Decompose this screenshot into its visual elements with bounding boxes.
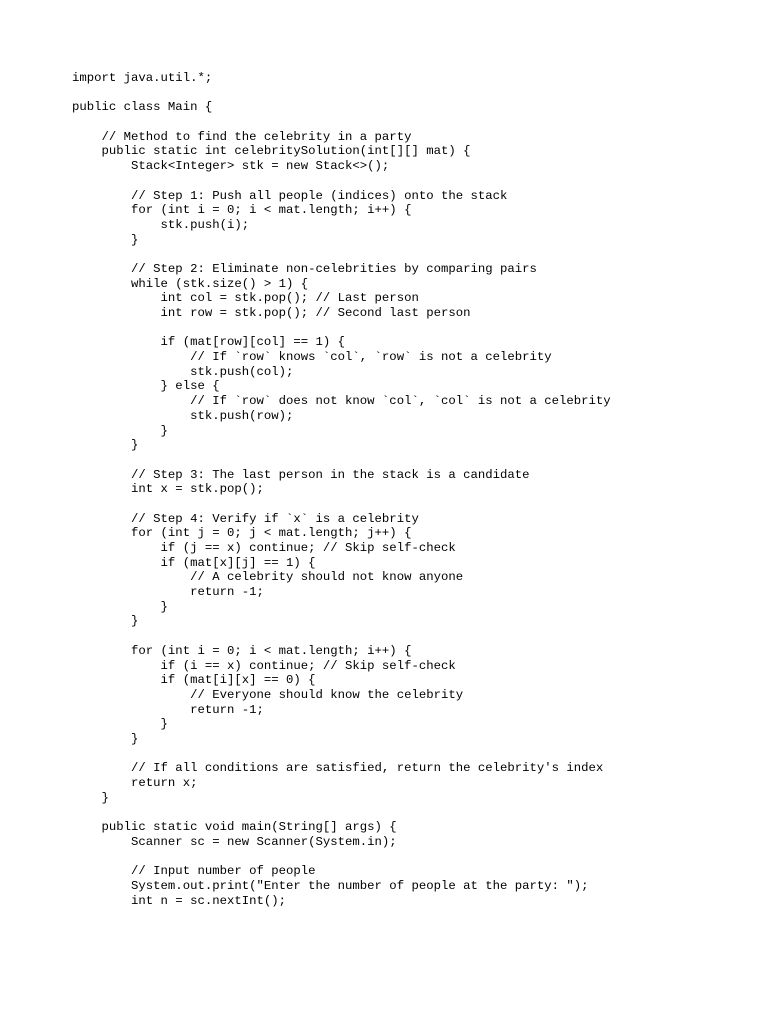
code-line: if (j == x) continue; // Skip self-check xyxy=(72,541,456,555)
code-line: // Step 4: Verify if `x` is a celebrity xyxy=(72,511,419,526)
code-line: } xyxy=(72,731,139,746)
code-line: public static int celebritySolution(int[][] mat) { xyxy=(72,144,471,159)
code-line: } else { xyxy=(72,379,220,394)
code-line xyxy=(72,805,611,820)
code-line xyxy=(72,453,611,468)
code-line: stk.push(i); xyxy=(72,217,250,232)
code-line xyxy=(72,497,611,512)
code-line xyxy=(72,747,611,762)
code-line: // Step 2: Eliminate non-celebrities by comparing pairs xyxy=(72,261,537,276)
code-line: // If `row` does not know `col`, `col` is not a celebrity xyxy=(72,394,611,409)
code-line: } xyxy=(72,438,139,453)
code-line xyxy=(72,247,611,262)
code-line: // Step 1: Push all people (indices) onto the stack xyxy=(72,188,508,203)
code-line: } xyxy=(72,614,139,629)
code-line: // If all conditions are satisfied, return the celebrity's index xyxy=(72,761,604,776)
code-line: } xyxy=(72,232,139,247)
code-line: // Step 3: The last person in the stack is a candidate xyxy=(72,467,530,482)
code-line xyxy=(72,908,611,923)
code-line: int x = stk.pop(); xyxy=(72,482,264,497)
code-line: if (i == x) continue; // Skip self-check xyxy=(72,658,456,673)
code-line: return x; xyxy=(72,776,198,790)
code-block xyxy=(72,71,611,923)
code-line: if (mat[row][col] == 1) { xyxy=(72,335,346,350)
code-line: // If `row` knows `col`, `row` is not a celebrity xyxy=(72,350,552,365)
code-line xyxy=(72,321,611,336)
code-line: stk.push(row); xyxy=(72,408,294,423)
code-line: for (int j = 0; j < mat.length; j++) { xyxy=(72,526,412,541)
code-line: return -1; xyxy=(72,702,264,717)
code-line: for (int i = 0; i < mat.length; i++) { xyxy=(72,203,412,218)
code-line: int col = stk.pop(); // Last person xyxy=(72,291,419,306)
code-line: } xyxy=(72,423,168,438)
code-line: int n = sc.nextInt(); xyxy=(72,893,287,908)
code-line: // A celebrity should not know anyone xyxy=(72,570,464,585)
code-line: if (mat[x][j] == 1) { xyxy=(72,555,316,570)
code-line xyxy=(72,174,611,189)
code-line: System.out.print("Enter the number of people at the party: "); xyxy=(72,878,589,893)
code-line: int row = stk.pop(); // Second last person xyxy=(72,306,471,320)
code-line: // Everyone should know the celebrity xyxy=(72,687,464,702)
code-line: public class Main { xyxy=(72,100,213,115)
code-line xyxy=(72,849,611,864)
code-line: import java.util.*; xyxy=(72,71,213,85)
code-line: // Input number of people xyxy=(72,864,316,879)
code-line: if (mat[i][x] == 0) { xyxy=(72,673,316,688)
code-line: return -1; xyxy=(72,585,264,600)
code-line: // Method to find the celebrity in a party xyxy=(72,129,412,144)
code-line xyxy=(72,86,611,101)
code-line: public static void main(String[] args) { xyxy=(72,820,397,835)
code-line: Scanner sc = new Scanner(System.in); xyxy=(72,834,397,849)
code-line: } xyxy=(72,717,168,732)
code-line xyxy=(72,629,611,644)
code-line: while (stk.size() > 1) { xyxy=(72,276,309,291)
code-line: stk.push(col); xyxy=(72,364,294,379)
code-line: Stack<Integer> stk = new Stack<>(); xyxy=(72,159,390,174)
code-line: } xyxy=(72,790,109,805)
code-line: for (int i = 0; i < mat.length; i++) { xyxy=(72,643,412,658)
code-line xyxy=(72,115,611,130)
code-line: } xyxy=(72,599,168,614)
